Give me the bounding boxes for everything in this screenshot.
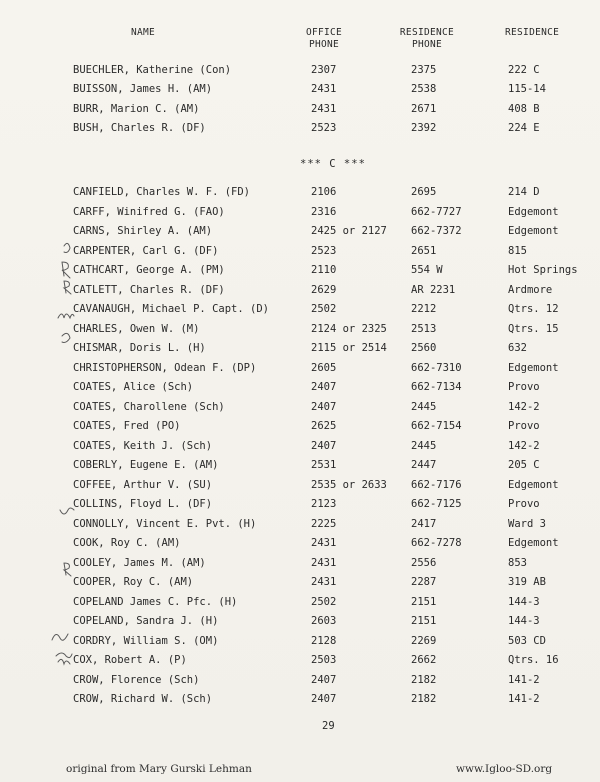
- entry-residence-phone: 2151: [411, 595, 437, 608]
- entry-residence: 632: [508, 342, 527, 354]
- entry-residence: 205 C: [508, 459, 540, 471]
- entry-name: COPELAND James C. Pfc. (H): [73, 595, 238, 608]
- page-number: 29: [322, 720, 335, 732]
- entry-residence: 141-2: [508, 693, 540, 705]
- entry-name: COOPER, Roy C. (AM): [73, 576, 194, 588]
- table-row: [0, 596, 600, 614]
- entry-residence-phone: 662-7154: [411, 420, 462, 432]
- entry-residence-phone: 2182: [411, 693, 437, 705]
- entry-residence: Provo: [508, 381, 540, 393]
- entry-name: BURR, Marion C. (AM): [73, 102, 200, 115]
- entry-name: CROW, Florence (Sch): [73, 673, 200, 686]
- entry-residence-phone: 2556: [411, 556, 437, 569]
- entry-residence: 214 D: [508, 186, 540, 198]
- entry-residence-phone: 2538: [411, 83, 437, 96]
- entry-residence-phone: 2560: [411, 342, 437, 354]
- entry-office-phone: 2407: [311, 673, 337, 686]
- entry-office-phone: 2431: [311, 576, 337, 588]
- entry-residence-phone: 662-7372: [411, 225, 462, 237]
- table-row: [0, 122, 600, 140]
- entry-residence: 141-2: [508, 673, 540, 686]
- entry-residence-phone: 2695: [411, 186, 437, 198]
- entry-name: CANFIELD, Charles W. F. (FD): [73, 186, 251, 198]
- entry-name: COLLINS, Floyd L. (DF): [73, 498, 213, 510]
- table-row: [0, 103, 600, 121]
- entry-name: CHISMAR, Doris L. (H): [73, 342, 206, 354]
- entry-residence: 222 C: [508, 64, 540, 76]
- table-row: [0, 381, 600, 399]
- entry-office-phone: 2307: [311, 64, 337, 76]
- entry-residence-phone: 2287: [411, 576, 437, 588]
- table-row: [0, 615, 600, 633]
- entry-residence: Ward 3: [508, 517, 546, 530]
- entry-residence-phone: 2671: [411, 102, 437, 115]
- entry-name: BUISSON, James H. (AM): [73, 83, 213, 96]
- entry-residence: 142-2: [508, 400, 540, 413]
- table-row: [0, 693, 600, 711]
- table-row: [0, 537, 600, 555]
- entry-name: CARFF, Winifred G. (FAO): [73, 205, 225, 218]
- entry-residence-phone: 2392: [411, 121, 437, 134]
- entry-residence: Edgemont: [508, 478, 559, 491]
- entry-office-phone: 2115 or 2514: [311, 342, 387, 354]
- table-row: [0, 245, 600, 263]
- entry-name: BUECHLER, Katherine (Con): [73, 64, 232, 76]
- entry-residence: 503 CD: [508, 634, 546, 647]
- footer-credit: original from Mary Gurski Lehman: [66, 763, 252, 775]
- entry-residence: 144-3: [508, 595, 540, 608]
- entry-name: CROW, Richard W. (Sch): [73, 693, 213, 705]
- header-name: NAME: [131, 27, 156, 38]
- entry-residence-phone: 662-7134: [411, 381, 462, 393]
- table-row: [0, 323, 600, 341]
- entry-office-phone: 2629: [311, 283, 337, 296]
- entry-office-phone: 2128: [311, 634, 337, 647]
- entry-residence: 853: [508, 556, 527, 569]
- entry-residence-phone: 554 W: [411, 264, 443, 276]
- entry-residence: 144-3: [508, 615, 540, 627]
- entry-office-phone: 2605: [311, 361, 337, 374]
- entry-residence: Qtrs. 12: [508, 303, 559, 315]
- entry-residence: 815: [508, 244, 527, 257]
- entry-office-phone: 2407: [311, 439, 337, 452]
- entry-office-phone: 2625: [311, 420, 337, 432]
- table-row: [0, 518, 600, 536]
- entry-residence-phone: 662-7310: [411, 361, 462, 374]
- entry-residence-phone: 2375: [411, 64, 437, 76]
- entry-name: CATHCART, George A. (PM): [73, 264, 225, 276]
- entry-office-phone: 2110: [311, 264, 337, 276]
- entry-office-phone: 2603: [311, 615, 337, 627]
- entry-residence: 224 E: [508, 121, 540, 134]
- entry-office-phone: 2431: [311, 102, 337, 115]
- entry-name: COOK, Roy C. (AM): [73, 537, 181, 549]
- entry-name: COFFEE, Arthur V. (SU): [73, 478, 213, 491]
- table-row: [0, 362, 600, 380]
- table-row: [0, 420, 600, 438]
- header-residence-phone: RESIDENCE PHONE: [399, 27, 455, 50]
- entry-residence-phone: 2651: [411, 244, 437, 257]
- table-row: [0, 83, 600, 101]
- table-row: [0, 264, 600, 282]
- table-row: [0, 342, 600, 360]
- entry-office-phone: 2425 or 2127: [311, 225, 387, 237]
- entry-residence: Provo: [508, 498, 540, 510]
- table-row: [0, 206, 600, 224]
- entry-office-phone: 2316: [311, 205, 337, 218]
- entry-name: CONNOLLY, Vincent E. Pvt. (H): [73, 517, 257, 530]
- header-office-phone: OFFICE PHONE: [305, 27, 343, 50]
- entry-residence: Edgemont: [508, 361, 559, 374]
- entry-residence: Qtrs. 16: [508, 654, 559, 666]
- entry-residence: Edgemont: [508, 205, 559, 218]
- footer-website: www.Igloo-SD.org: [456, 763, 553, 775]
- header-residence: RESIDENCE: [505, 27, 560, 38]
- entry-residence: Edgemont: [508, 225, 559, 237]
- table-row: [0, 459, 600, 477]
- entry-office-phone: 2124 or 2325: [311, 322, 387, 335]
- entry-name: COPELAND, Sandra J. (H): [73, 615, 219, 627]
- entry-office-phone: 2407: [311, 381, 337, 393]
- entry-residence: 319 AB: [508, 576, 546, 588]
- entry-name: CARNS, Shirley A. (AM): [73, 225, 213, 237]
- table-row: [0, 284, 600, 302]
- entry-residence: Provo: [508, 420, 540, 432]
- entry-residence-phone: 662-7278: [411, 537, 462, 549]
- entry-office-phone: 2407: [311, 400, 337, 413]
- table-row: [0, 303, 600, 321]
- table-row: [0, 576, 600, 594]
- entry-name: COATES, Keith J. (Sch): [73, 439, 213, 452]
- table-row: [0, 674, 600, 692]
- entry-office-phone: 2502: [311, 303, 337, 315]
- entry-office-phone: 2535 or 2633: [311, 478, 387, 491]
- entry-name: COATES, Alice (Sch): [73, 381, 194, 393]
- entry-office-phone: 2225: [311, 517, 337, 530]
- table-row: [0, 479, 600, 497]
- entry-name: COOLEY, James M. (AM): [73, 556, 206, 569]
- table-row: [0, 635, 600, 653]
- table-row: [0, 186, 600, 204]
- entry-name: CHRISTOPHERSON, Odean F. (DP): [73, 361, 257, 374]
- entry-residence-phone: 2513: [411, 322, 437, 335]
- entry-name: CARPENTER, Carl G. (DF): [73, 244, 219, 257]
- entry-name: COATES, Charollene (Sch): [73, 400, 225, 413]
- table-row: [0, 440, 600, 458]
- entry-office-phone: 2407: [311, 693, 337, 705]
- entry-office-phone: 2431: [311, 83, 337, 96]
- entry-name: CORDRY, William S. (OM): [73, 634, 219, 647]
- entry-name: COX, Robert A. (P): [73, 654, 187, 666]
- entry-office-phone: 2502: [311, 595, 337, 608]
- entry-name: BUSH, Charles R. (DF): [73, 121, 206, 134]
- entry-office-phone: 2523: [311, 121, 337, 134]
- entry-residence-phone: 2182: [411, 673, 437, 686]
- entry-residence-phone: 2445: [411, 400, 437, 413]
- entry-office-phone: 2503: [311, 654, 337, 666]
- table-row: [0, 654, 600, 672]
- entry-name: COATES, Fred (PO): [73, 420, 181, 432]
- entry-residence-phone: 2447: [411, 459, 437, 471]
- entry-residence: 115-14: [508, 83, 546, 96]
- table-row: [0, 401, 600, 419]
- table-row: [0, 557, 600, 575]
- entry-residence-phone: 662-7176: [411, 478, 462, 491]
- entry-office-phone: 2531: [311, 459, 337, 471]
- entry-office-phone: 2523: [311, 244, 337, 257]
- table-row: [0, 64, 600, 82]
- entry-residence-phone: 662-7125: [411, 498, 462, 510]
- entry-office-phone: 2123: [311, 498, 337, 510]
- entry-name: CAVANAUGH, Michael P. Capt. (D): [73, 303, 269, 315]
- entry-residence-phone: 2212: [411, 303, 437, 315]
- entry-name: CHARLES, Owen W. (M): [73, 322, 200, 335]
- entry-residence-phone: 2151: [411, 615, 437, 627]
- entry-name: COBERLY, Eugene E. (AM): [73, 459, 219, 471]
- entry-name: CATLETT, Charles R. (DF): [73, 283, 225, 296]
- table-row: [0, 225, 600, 243]
- entry-office-phone: 2431: [311, 537, 337, 549]
- entry-residence-phone: 2662: [411, 654, 437, 666]
- entry-residence: 142-2: [508, 439, 540, 452]
- entry-residence: Qtrs. 15: [508, 322, 559, 335]
- entry-office-phone: 2106: [311, 186, 337, 198]
- entry-residence: Ardmore: [508, 283, 553, 296]
- section-c-label: *** C ***: [300, 158, 366, 170]
- entry-office-phone: 2431: [311, 556, 337, 569]
- entry-residence-phone: 662-7727: [411, 205, 462, 218]
- entry-residence: 408 B: [508, 102, 540, 115]
- entry-residence: Hot Springs: [508, 264, 578, 276]
- table-row: [0, 498, 600, 516]
- entry-residence: Edgemont: [508, 537, 559, 549]
- entry-residence-phone: AR 2231: [411, 283, 456, 296]
- entry-residence-phone: 2417: [411, 517, 437, 530]
- entry-residence-phone: 2269: [411, 634, 437, 647]
- entry-residence-phone: 2445: [411, 439, 437, 452]
